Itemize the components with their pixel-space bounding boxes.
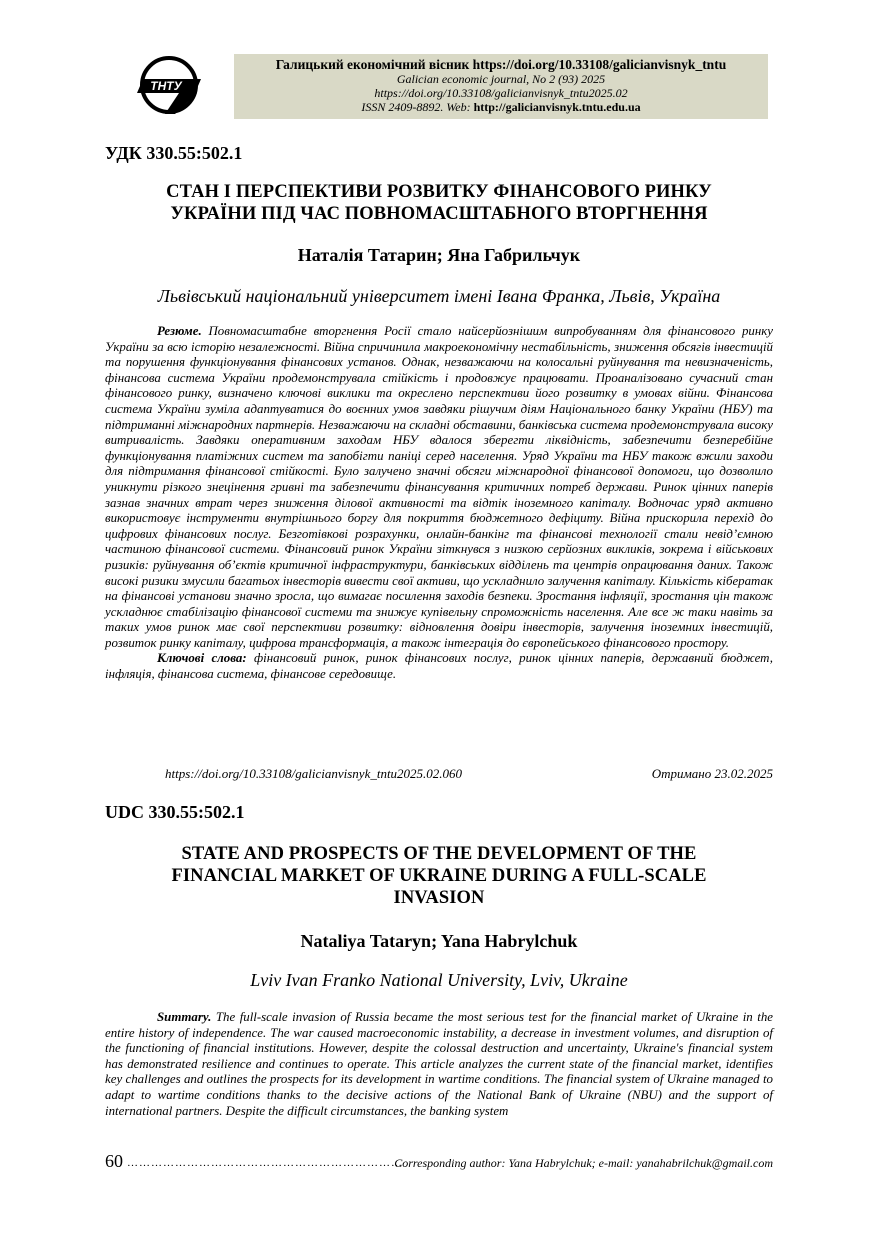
keywords-uk-label: Ключові слова: bbox=[157, 651, 247, 666]
title-en bbox=[105, 843, 773, 909]
summary-uk bbox=[105, 324, 773, 683]
summary-en-label: Summary. bbox=[157, 1010, 212, 1024]
summary-en-text: The full-scale invasion of Russia became the most serious test for the financial market of Ukraine in the entire history of independence. The war caused macroeconomic instability, a decrease in investment volumes, and disruption of the functioning of financial institutions. However, despite the colossal destruction and uncertainty, Ukraine's financial system has demonstrated resilience and continues to operate. This article analyzes the current state of the financial market, identifies key challenges and outlines the prospects for its development in wartime conditions. The financial system of Ukraine managed to adapt to wartime conditions thanks to the decisive actions of the National Bank of Ukraine (NBU) and the support of international partners. Despite the difficult circumstances, the banking system bbox=[105, 1010, 773, 1118]
udc-uk: УДК 330.55:502.1 bbox=[105, 143, 243, 163]
logo-text: ТНТУ bbox=[150, 79, 182, 93]
title-uk-line2: УКРАЇНИ ПІД ЧАС ПОВНОМАСШТАБНОГО ВТОРГНЕННЯ bbox=[170, 204, 708, 224]
journal-line1: Галицький економічний вісник https://doi.org/10.33108/galicianvisnyk_tntu bbox=[275, 57, 727, 72]
title-en-line2: FINANCIAL MARKET OF UKRAINE DURING A FULL-SCALE bbox=[171, 866, 707, 886]
authors-en: Nataliya Tataryn; Yana Habrylchuk bbox=[300, 931, 578, 951]
summary-uk-label: Резюме. bbox=[157, 324, 202, 338]
journal-line4 bbox=[234, 100, 768, 115]
authors-uk: Наталія Татарин; Яна Габрильчук bbox=[297, 245, 581, 265]
journal-web-link[interactable]: http://galicianvisnyk.tntu.edu.ua bbox=[473, 100, 641, 114]
received-date: Отримано 23.02.2025 bbox=[651, 766, 773, 781]
title-en-line1: STATE AND PROSPECTS OF THE DEVELOPMENT OF THE bbox=[181, 844, 697, 864]
title-uk-line1: СТАН І ПЕРСПЕКТИВИ РОЗВИТКУ ФІНАНСОВОГО РИНКУ bbox=[166, 182, 712, 202]
affiliation-en: Lviv Ivan Franko National University, Lviv, Ukraine bbox=[250, 970, 628, 990]
tntu-logo-icon bbox=[135, 54, 207, 116]
corresponding-author: Corresponding author: Yana Habrylchuk; e-mail: yanahabrilchuk@gmail.com bbox=[394, 1156, 773, 1170]
keywords-uk-text: фінансовий ринок, ринок фінансових послуг, ринок цінних паперів, державний бюджет, інфляція, фінансова система, фінансове середовище. bbox=[105, 651, 773, 682]
issn-text: ISSN 2409-8892. Web: bbox=[361, 100, 474, 114]
footer-dots: …………………………………………………………… bbox=[127, 1157, 403, 1169]
affiliation-uk: Львівський національний університет імені Івана Франка, Львів, Україна bbox=[157, 286, 721, 306]
summary-uk-text: Повномасштабне вторгнення Росії стало найсерйознішим випробуванням для фінансового ринку України за всю історію незалежності. Війна спричинила макроекономічну нестабільність, зниження обсягів інвестицій та порушення функціонування фінансових установ. Однак, незважаючи на колосальні руйнування та невизначеність, фінансова система України продемонструвала стійкість і продовжує працювати. Проаналізовано сучасний стан фінансового ринку, визначено ключові виклики та окреслено перспективи його розвитку в умовах війни. Фінансова система України зуміла адаптуватися до воєнних умов завдяки рішучим діям Національного банку України (НБУ) та підтриманні міжнародних партнерів. Незважаючи на складні обставини, банківська система продемонструвала високу витривалість. Завдяки оперативним заходам НБУ вдалося зберегти ліквідність, забезпечити безперебійне функціонування платіжних систем та запобігти паніці серед населення. Уряд України та НБУ також вжили заходи для підтримання фінансової стійкості. Було залучено значні обсяги міжнародної фінансової допомоги, що дозволило уникнути різкого знецінення гривні та забезпечити фінансування критичних потреб держави. Ринок цінних паперів зазнав значних втрат через зниження ділової активності та відтік іноземного капіталу. Водночас уряд активно використовує інструменти внутрішнього боргу для покриття бюджетного дефіциту. Війна прискорила перехід до цифрових фінансових послуг. Безготівкові розрахунки, онлайн-банкінг та фінансові технології стали невід’ємною частиною фінансової системи. Фінансовий ринок України зіткнувся з низкою серйозних викликів, зокрема і військових ризиків: руйнування об’єктів критичної інфраструктури, банківських відділень та центрів опрацювання даних. Також високі ризики змусили багатьох інвесторів вивести свої активи, що ускладнило залучення капіталу. Кількість кібератак на фінансові установи значно зросла, що вимагає посилення заходів безпеки. Зростання інфляції, зростання цін також ускладнює стабілізацію фінансової системи та знижує купівельну спроможність населення. Але все ж таки навіть за таких умов ринок має свої перспективи розвитку: відновлення довіри інвесторів, залучення іноземних інвестицій, розвиток ринку капіталу, цифрова трансформація, а також інтеграція до європейського фінансового простору. bbox=[105, 324, 773, 650]
title-en-line3: INVASION bbox=[393, 888, 485, 908]
summary-en bbox=[105, 1010, 773, 1119]
title-uk bbox=[105, 181, 773, 225]
journal-header bbox=[234, 54, 768, 119]
udc-en: UDC 330.55:502.1 bbox=[105, 802, 245, 822]
journal-line2: Galician economic journal, No 2 (93) 2025 bbox=[396, 72, 606, 86]
page-number: 60 bbox=[105, 1151, 123, 1171]
article-doi-link[interactable]: https://doi.org/10.33108/galicianvisnyk_tntu2025.02.060 bbox=[165, 766, 463, 781]
journal-line3: https://doi.org/10.33108/galicianvisnyk_tntu2025.02 bbox=[374, 86, 628, 100]
page-footer bbox=[105, 1151, 773, 1171]
